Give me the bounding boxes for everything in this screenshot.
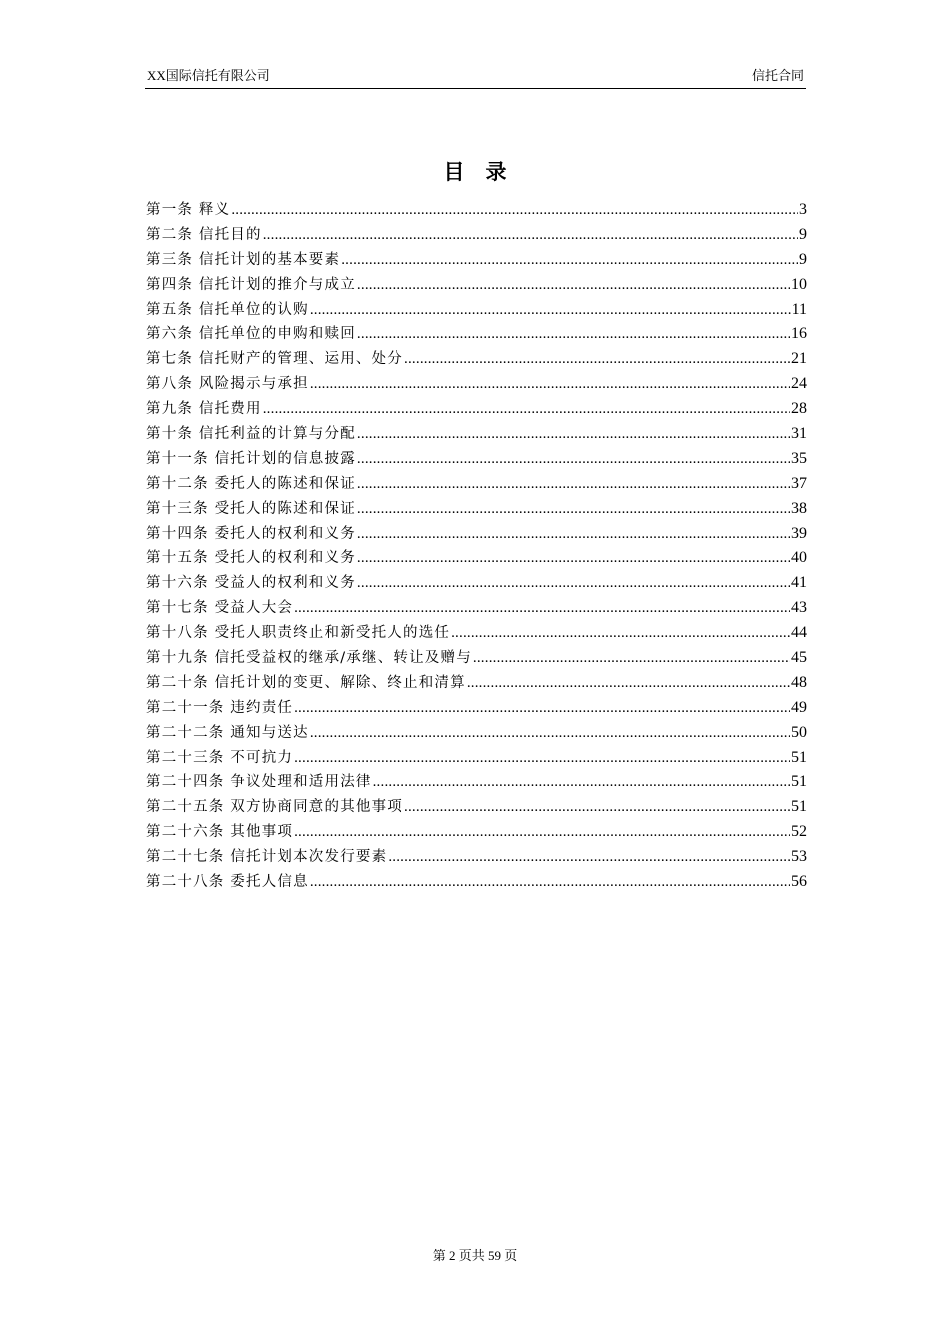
toc-entry[interactable] xyxy=(146,347,807,372)
toc-entry-label: 第十九条 信托受益权的继承/承继、转让及赠与 xyxy=(146,650,472,667)
toc-entry[interactable] xyxy=(146,298,807,323)
toc-entry[interactable] xyxy=(146,472,807,497)
toc-entry-page-number: 11 xyxy=(791,300,807,318)
toc-entry[interactable] xyxy=(146,721,807,746)
toc-entry-label: 第四条 信托计划的推介与成立 xyxy=(146,276,356,293)
toc-entry-label: 第二十七条 信托计划本次发行要素 xyxy=(146,849,388,866)
toc-entry-label: 第十八条 受托人职责终止和新受托人的选任 xyxy=(146,625,451,642)
toc-entry-page-number: 51 xyxy=(791,748,807,766)
toc-entry[interactable] xyxy=(146,746,807,771)
toc-entry-label: 第二十八条 委托人信息 xyxy=(146,874,309,891)
page-number: 第 2 页共 59 页 xyxy=(432,1248,518,1263)
toc-title-text: 目 录 xyxy=(443,160,507,184)
toc-dot-leader xyxy=(263,223,798,248)
toc-entry[interactable] xyxy=(146,422,807,447)
toc-dot-leader xyxy=(404,347,790,372)
toc-entry[interactable] xyxy=(146,322,807,347)
toc-entry[interactable] xyxy=(146,596,807,621)
toc-dot-leader xyxy=(294,696,790,721)
toc-entry-label: 第十二条 委托人的陈述和保证 xyxy=(146,475,356,492)
toc-dot-leader xyxy=(294,746,790,771)
toc-entry-label: 第二十六条 其他事项 xyxy=(146,824,294,841)
toc-dot-leader xyxy=(357,472,790,497)
toc-dot-leader xyxy=(373,770,790,795)
toc-entry[interactable] xyxy=(146,621,807,646)
toc-entry-page-number: 9 xyxy=(799,225,807,243)
toc-entry-label: 第二条 信托目的 xyxy=(146,226,262,243)
toc-entry[interactable] xyxy=(146,646,807,671)
toc-entry[interactable] xyxy=(146,571,807,596)
toc-entry-page-number: 38 xyxy=(791,499,807,517)
toc-entry-label: 第五条 信托单位的认购 xyxy=(146,301,309,318)
toc-entry[interactable] xyxy=(146,820,807,845)
toc-dot-leader xyxy=(310,372,790,397)
toc-entry-label: 第十五条 受托人的权利和义务 xyxy=(146,550,356,567)
toc-entry[interactable] xyxy=(146,497,807,522)
toc-entry[interactable] xyxy=(146,522,807,547)
toc-entry[interactable] xyxy=(146,696,807,721)
toc-entry-label: 第十条 信托利益的计算与分配 xyxy=(146,426,356,443)
toc-entry[interactable] xyxy=(146,870,807,895)
toc-entry-label: 第六条 信托单位的申购和赎回 xyxy=(146,326,356,343)
toc-entry-page-number: 44 xyxy=(791,624,807,642)
toc-dot-leader xyxy=(294,820,790,845)
toc-entry-label: 第二十条 信托计划的变更、解除、终止和清算 xyxy=(146,674,466,691)
toc-entry[interactable] xyxy=(146,447,807,472)
toc-entry-page-number: 48 xyxy=(791,673,807,691)
toc-entry-label: 第十七条 受益人大会 xyxy=(146,600,294,617)
toc-dot-leader xyxy=(310,870,790,895)
header-company-name: XX国际信托有限公司 xyxy=(147,68,270,83)
toc-entry-label: 第一条 释义 xyxy=(146,202,231,218)
toc-dot-leader xyxy=(310,721,790,746)
toc-entry-page-number: 41 xyxy=(791,574,807,592)
toc-entry-label: 第二十二条 通知与送达 xyxy=(146,724,309,741)
toc-entry-label: 第八条 风险揭示与承担 xyxy=(146,376,309,393)
toc-entry-page-number: 9 xyxy=(799,250,807,268)
toc-entry-label: 第十四条 委托人的权利和义务 xyxy=(146,525,356,542)
toc-entry-page-number: 21 xyxy=(791,350,807,368)
toc-entry-page-number: 52 xyxy=(791,823,807,841)
toc-dot-leader xyxy=(357,422,790,447)
toc-entry-page-number: 31 xyxy=(791,425,807,443)
toc-entry-page-number: 53 xyxy=(791,848,807,866)
toc-entry-label: 第九条 信托费用 xyxy=(146,401,262,418)
toc-entry-page-number: 51 xyxy=(791,798,807,816)
toc-entry-label: 第二十三条 不可抗力 xyxy=(146,749,294,766)
toc-dot-leader xyxy=(263,397,790,422)
toc-entry-label: 第二十一条 违约责任 xyxy=(146,699,294,716)
toc-entry-label: 第十三条 受托人的陈述和保证 xyxy=(146,500,356,517)
toc-entry[interactable] xyxy=(146,248,807,273)
toc-dot-leader xyxy=(357,322,790,347)
toc-entry-page-number: 35 xyxy=(791,449,807,467)
toc-entry[interactable] xyxy=(146,273,807,298)
toc-dot-leader xyxy=(357,447,790,472)
toc-entry[interactable] xyxy=(146,671,807,696)
toc-entry-page-number: 50 xyxy=(791,723,807,741)
toc-entry[interactable] xyxy=(146,845,807,870)
toc-entry-page-number: 51 xyxy=(791,773,807,791)
toc-entry[interactable] xyxy=(146,198,807,223)
toc-entry-page-number: 49 xyxy=(791,698,807,716)
toc-entry-label: 第七条 信托财产的管理、运用、处分 xyxy=(146,351,404,368)
page-header xyxy=(145,66,806,89)
toc-dot-leader xyxy=(357,497,790,522)
toc-entry-page-number: 16 xyxy=(791,325,807,343)
header-document-type: 信托合同 xyxy=(751,68,804,83)
toc-dot-leader xyxy=(388,845,790,870)
toc-dot-leader xyxy=(404,795,790,820)
page-footer xyxy=(0,1246,950,1266)
toc-entry-label: 第十一条 信托计划的信息披露 xyxy=(146,450,356,467)
toc-entry-page-number: 56 xyxy=(791,873,807,891)
toc-dot-leader xyxy=(467,671,790,696)
toc-entry-page-number: 10 xyxy=(791,275,807,293)
toc-entry-page-number: 24 xyxy=(791,375,807,393)
toc-entry[interactable] xyxy=(146,770,807,795)
toc-entry[interactable] xyxy=(146,223,807,248)
toc-dot-leader xyxy=(357,273,790,298)
toc-dot-leader xyxy=(310,298,791,323)
toc-entry-label: 第三条 信托计划的基本要素 xyxy=(146,251,341,268)
toc-dot-leader xyxy=(451,621,790,646)
toc-entry-label: 第二十四条 争议处理和适用法律 xyxy=(146,774,372,791)
table-of-contents xyxy=(146,198,807,895)
toc-entry-page-number: 37 xyxy=(791,474,807,492)
toc-dot-leader xyxy=(357,571,790,596)
toc-entry-page-number: 43 xyxy=(791,599,807,617)
toc-entry[interactable] xyxy=(146,546,807,571)
toc-entry-page-number: 45 xyxy=(791,649,807,667)
toc-dot-leader xyxy=(231,198,798,223)
toc-entry[interactable] xyxy=(146,372,807,397)
toc-dot-leader xyxy=(294,596,790,621)
toc-dot-leader xyxy=(473,646,790,671)
toc-title xyxy=(0,157,950,187)
toc-entry[interactable] xyxy=(146,795,807,820)
toc-dot-leader xyxy=(357,522,790,547)
toc-entry-label: 第十六条 受益人的权利和义务 xyxy=(146,575,356,592)
toc-entry[interactable] xyxy=(146,397,807,422)
toc-dot-leader xyxy=(357,546,790,571)
toc-dot-leader xyxy=(341,248,798,273)
toc-entry-label: 第二十五条 双方协商同意的其他事项 xyxy=(146,799,404,816)
toc-entry-page-number: 39 xyxy=(791,524,807,542)
toc-entry-page-number: 40 xyxy=(791,549,807,567)
toc-entry-page-number: 28 xyxy=(791,400,807,418)
toc-entry-page-number: 3 xyxy=(799,201,807,218)
